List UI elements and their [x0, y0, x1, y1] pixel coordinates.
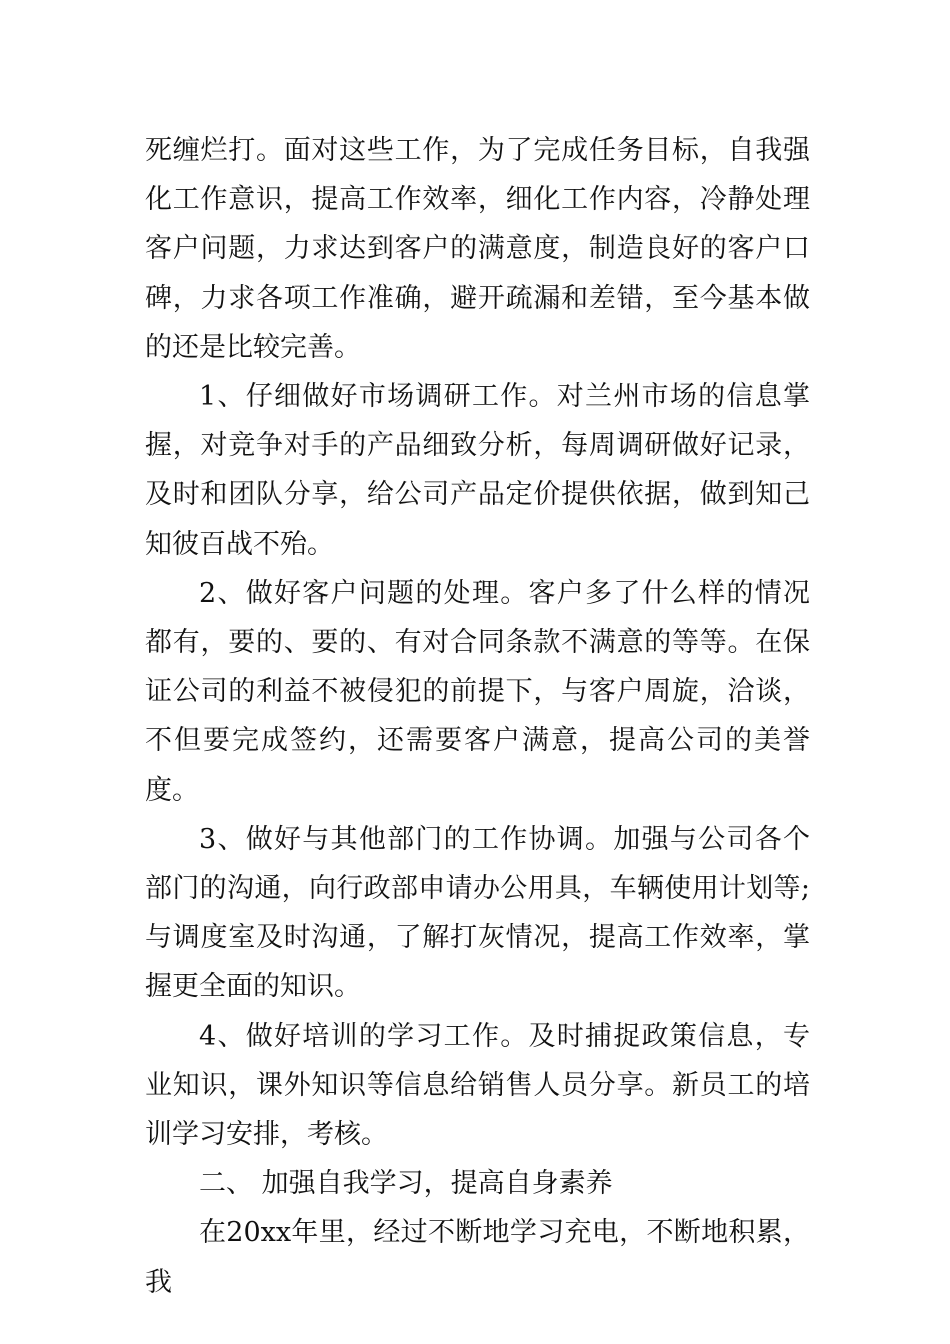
paragraph-item-4: 4、做好培训的学习工作。及时捕捉政策信息，专业知识，课外知识等信息给销售人员分享。新员工的培训学习安排，考核。 [145, 1020, 810, 1151]
paragraph-item-2: 2、做好客户问题的处理。客户多了什么样的情况都有，要的、要的、有对合同条款不满意的等等。在保证公司的利益不被侵犯的前提下，与客户周旋，洽谈，不但要完成签约，还需要客户满意，提高公司的美誉度。 [145, 577, 810, 806]
paragraph-item-1: 1、仔细做好市场调研工作。对兰州市场的信息掌握，对竞争对手的产品细致分析，每周调研做好记录，及时和团队分享，给公司产品定价提供依据，做到知己知彼百战不殆。 [145, 381, 810, 560]
section-heading-2: 二、 加强自我学习，提高自身素养 [199, 1168, 613, 1200]
paragraph-continuation: 死缠烂打。面对这些工作，为了完成任务目标，自我强化工作意识，提高工作效率，细化工作内容，冷静处理客户问题，力求达到客户的满意度，制造良好的客户口碑，力求各项工作准确，避开疏漏和差错，至今基本做的还是比较完善。 [145, 135, 810, 363]
paragraph-section-2-start: 在20xx年里，经过不断地学习充电，不断地积累，我 [145, 1217, 810, 1298]
paragraph-item-3: 3、做好与其他部门的工作协调。加强与公司各个部门的沟通，向行政部申请办公用具，车辆使用计划等;与调度室及时沟通，了解打灰情况，提高工作效率，掌握更全面的知识。 [145, 823, 810, 1003]
document-body [145, 126, 810, 1307]
